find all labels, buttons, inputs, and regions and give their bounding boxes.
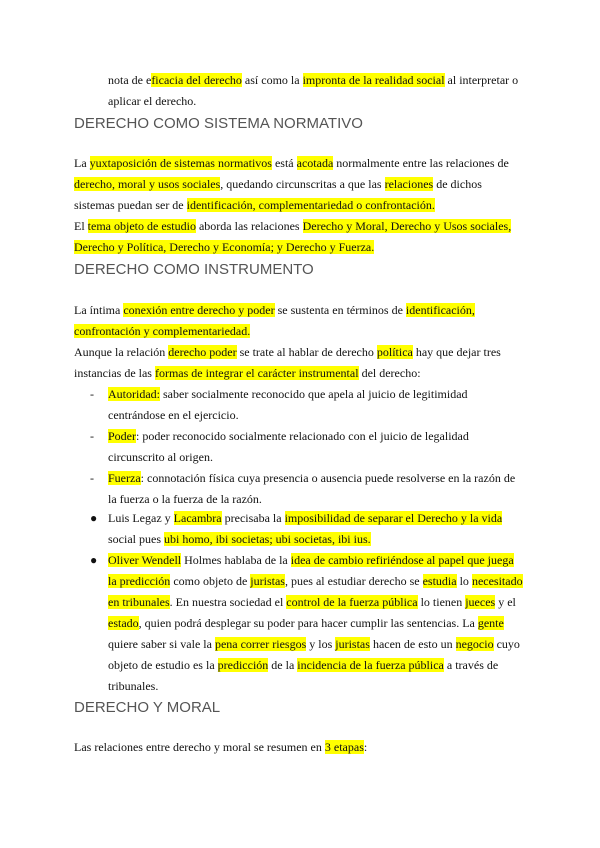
text-run: La íntima	[74, 303, 124, 317]
text-run: a través de	[443, 658, 499, 672]
highlighted-text: derecho, moral y usos sociales	[74, 177, 221, 191]
bullet-item-line	[108, 592, 516, 612]
highlighted-text: la predicción	[108, 574, 171, 588]
highlighted-text: identificación, complementariedad o confrontación.	[186, 198, 435, 212]
text-run: aplicar el derecho.	[108, 94, 197, 108]
highlighted-text: acotada	[296, 156, 334, 170]
highlighted-text: juristas	[335, 637, 370, 651]
highlighted-text: Oliver Wendell	[108, 553, 182, 567]
text-run: normalmente entre las relaciones de	[333, 156, 509, 170]
highlighted-text: relaciones	[384, 177, 434, 191]
text-run: nota de e	[108, 73, 152, 87]
highlighted-text: confrontación y complementariedad.	[74, 324, 251, 338]
dash-item-line	[108, 405, 239, 425]
bullet-marker: ●	[90, 511, 98, 525]
text-run: Holmes hablaba de la	[181, 553, 291, 567]
text-run: . En nuestra sociedad el	[169, 595, 287, 609]
text-run: la fuerza o la fuerza de la razón.	[108, 491, 262, 506]
text-run: saber socialmente reconocido que apela al juicio de legitimidad	[160, 387, 468, 401]
highlighted-text: necesitado	[471, 574, 523, 588]
text-run: y el	[495, 595, 516, 609]
text-run: quiere saber si vale la	[108, 637, 215, 651]
heading-derecho-y-moral: DERECHO Y MORAL	[74, 699, 221, 716]
text-run: objeto de estudio es la	[108, 658, 218, 672]
text-run: tribunales.	[108, 679, 159, 693]
text-run: : poder reconocido socialmente relacionado con el juicio de legalidad	[136, 429, 469, 443]
highlighted-text: Poder	[108, 429, 136, 443]
text-run: , quien podrá desplegar su poder para hacer cumplir las sentencias. La	[138, 616, 478, 630]
dash-item-line	[108, 426, 469, 446]
highlighted-text: idea de cambio refiriéndose al papel que juega	[290, 553, 514, 567]
paragraph-line	[74, 737, 367, 757]
highlighted-text: Derecho y Política, Derecho y Economía; y Derecho y Fuerza.	[74, 240, 375, 254]
paragraph-line	[74, 153, 509, 173]
highlighted-text: Lacambra	[173, 511, 222, 525]
dash-item-line	[108, 468, 515, 488]
highlighted-text: Derecho y Moral, Derecho y Usos sociales,	[302, 219, 512, 233]
bullet-item-line	[108, 613, 504, 633]
highlighted-text: gente	[477, 616, 504, 630]
text-run: del derecho:	[358, 366, 421, 380]
highlighted-text: conexión entre derecho y poder	[123, 303, 275, 317]
bullet-item-line	[108, 634, 520, 654]
text-run: circunscrito al origen.	[108, 449, 213, 464]
highlighted-text: juristas	[250, 574, 285, 588]
dash-marker: -	[90, 387, 94, 401]
highlighted-text: política	[376, 345, 413, 359]
text-run: : connotación física cuya presencia o ausencia puede resolverse en la razón de	[140, 471, 516, 485]
bullet-item-line	[108, 508, 502, 528]
text-run: se sustenta en términos de	[274, 303, 406, 317]
highlighted-text: impronta de la realidad social	[302, 73, 445, 87]
text-run: sistemas puedan ser de	[74, 198, 187, 212]
highlighted-text: predicción	[217, 658, 269, 672]
dash-marker: -	[90, 471, 94, 485]
text-run: hay que dejar tres	[412, 345, 501, 359]
highlighted-text: estado	[108, 616, 139, 630]
highlighted-text: identificación,	[405, 303, 475, 317]
highlighted-text: yuxtaposición de sistemas normativos	[89, 156, 272, 170]
bullet-item-line	[108, 655, 498, 675]
text-run: , quedando circunscritas a que las	[220, 177, 385, 191]
highlighted-text: pena correr riesgos	[214, 637, 307, 651]
dash-item-line	[108, 489, 262, 509]
text-run: social pues	[108, 532, 164, 546]
dash-marker: -	[90, 429, 94, 443]
text-run: centrándose en el ejercicio.	[108, 407, 239, 422]
paragraph-line	[74, 216, 511, 236]
paragraph-line	[74, 363, 421, 383]
text-run: de la	[268, 658, 298, 672]
dash-item-line	[108, 447, 213, 467]
text-run: Luis Legaz y	[108, 511, 174, 525]
highlighted-text: negocio	[455, 637, 494, 651]
highlighted-text: Fuerza	[108, 471, 141, 485]
text-run: hacen de esto un	[369, 637, 456, 651]
highlighted-text: jueces	[465, 595, 496, 609]
highlighted-text: derecho poder	[168, 345, 237, 359]
highlighted-text: Autoridad:	[108, 387, 160, 401]
paragraph-line	[74, 321, 250, 341]
paragraph-line	[108, 70, 518, 90]
paragraph-line	[108, 91, 196, 111]
highlighted-text: incidencia de la fuerza pública	[297, 658, 444, 672]
dash-item-line	[108, 384, 468, 404]
text-run: :	[363, 740, 368, 754]
text-run: lo	[456, 574, 472, 588]
text-run: al interpretar o	[444, 73, 519, 87]
highlighted-text: formas de integrar el carácter instrumental	[154, 366, 359, 380]
heading-instrumento: DERECHO COMO INSTRUMENTO	[74, 261, 314, 278]
highlighted-text: 3 etapas	[324, 740, 364, 754]
text-run: instancias de las	[74, 366, 155, 380]
highlighted-text: tema objeto de estudio	[87, 219, 196, 233]
heading-sistema-normativo: DERECHO COMO SISTEMA NORMATIVO	[74, 115, 363, 132]
text-run: está	[271, 156, 297, 170]
text-run: se trate al hablar de derecho	[236, 345, 377, 359]
bullet-marker: ●	[90, 553, 98, 567]
paragraph-line	[74, 342, 501, 362]
paragraph-line	[74, 237, 374, 257]
paragraph-line	[74, 300, 475, 320]
bullet-item-line	[108, 550, 514, 570]
text-run: Aunque la relación	[74, 345, 169, 359]
text-run: precisaba la	[221, 511, 285, 525]
text-run: La	[74, 156, 90, 170]
paragraph-line	[74, 195, 435, 215]
bullet-item-line	[108, 529, 371, 549]
highlighted-text: control de la fuerza pública	[286, 595, 418, 609]
text-run: Las relaciones entre derecho y moral se resumen en	[74, 740, 325, 754]
bullet-item-line	[108, 571, 523, 591]
text-run: cuyo	[493, 637, 520, 651]
text-run: aborda las relaciones	[195, 219, 303, 233]
highlighted-text: ubi homo, ibi societas; ubi societas, ibi ius.	[164, 532, 371, 546]
text-run: El	[74, 219, 88, 233]
paragraph-line	[74, 174, 482, 194]
text-run: , pues al estudiar derecho se	[284, 574, 423, 588]
text-run: y los	[306, 637, 336, 651]
highlighted-text: en tribunales	[108, 595, 170, 609]
text-run: de dichos	[433, 177, 482, 191]
text-run: así como la	[241, 73, 303, 87]
bullet-item-line	[108, 676, 158, 696]
highlighted-text: estudia	[422, 574, 457, 588]
text-run: lo tienen	[417, 595, 466, 609]
highlighted-text: ficacia del derecho	[151, 73, 242, 87]
text-run: como objeto de	[170, 574, 251, 588]
highlighted-text: imposibilidad de separar el Derecho y la vida	[284, 511, 503, 525]
